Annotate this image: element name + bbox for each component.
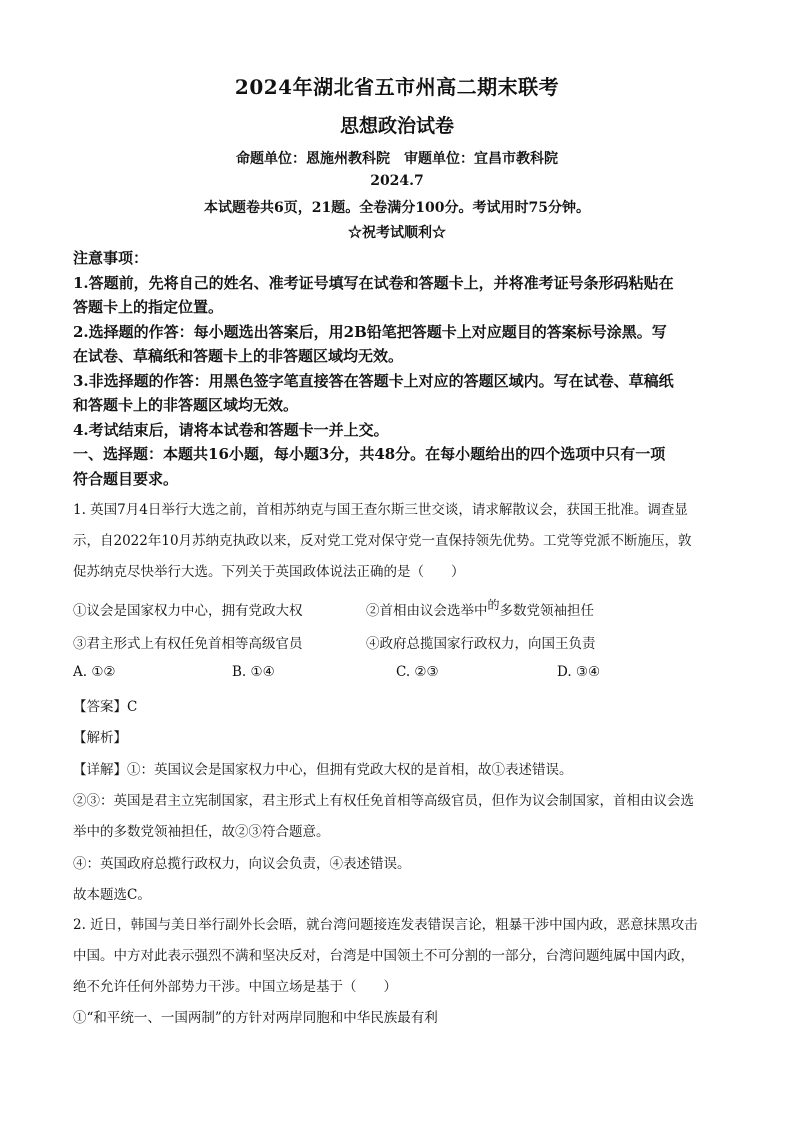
exam-units: 命题单位：恩施州教科院 审题单位：宜昌市教科院: [236, 151, 558, 167]
q1-stem: 促苏纳克尽快举行大选。下列关于英国政体说法正确的是（ ）: [73, 564, 465, 580]
exam-wish: ☆祝考试顺利☆: [348, 225, 446, 241]
notice-line: 在试卷、草稿纸和答题卡上的非答题区域均无效。: [73, 347, 404, 365]
notice-line: 和答题卡上的非答题区域均无效。: [73, 396, 299, 414]
section-heading: 符合题目要求。: [73, 470, 179, 488]
q1-choice-b: B. ①④: [232, 664, 275, 680]
exam-info: 本试题卷共6页，21题。全卷满分100分。考试用时75分钟。: [204, 200, 590, 216]
notice-line: 2.选择题的作答：每小题选出答案后，用2B铅笔把答题卡上对应题目的答案标号涂黑。写: [73, 323, 667, 341]
notice-heading: 注意事项：: [73, 249, 149, 267]
q1-detail: ④：英国政府总揽行政权力，向议会负责，④表述错误。: [73, 856, 411, 872]
q1-detail: 举中的多数党领袖担任，故②③符合题意。: [73, 824, 330, 840]
q1-detail: 【详解】①：英国议会是国家权力中心，但拥有党政大权的是首相，故①表述错误。: [73, 762, 573, 778]
q1-stem: 1. 英国7月4日举行大选之前，首相苏纳克与国王查尔斯三世交谈，请求解散议会，获国王批准。调查显: [73, 502, 688, 518]
exam-date: 2024.7: [370, 173, 424, 189]
q1-item-2-superscript: 的: [487, 598, 500, 612]
q1-item-1: ①议会是国家权力中心，拥有党政大权: [73, 603, 303, 619]
q1-item-2: [366, 599, 594, 619]
q1-item-2-text: ②首相由议会选举中: [366, 603, 488, 619]
exam-title: 2024年湖北省五市州高二期末联考: [234, 75, 560, 99]
q2-stem: 绝不允许任何外部势力干涉。中国立场是基于（ ）: [73, 979, 397, 995]
q1-choice-c: C. ②③: [396, 664, 439, 680]
q1-choice-a: A. ①②: [73, 664, 116, 680]
q2-stem: 中国。中方对此表示强烈不满和坚决反对，台湾是中国领土不可分割的一部分，台湾问题纯属中国内政，: [73, 948, 694, 964]
notice-line: 4.考试结束后，请将本试卷和答题卡一并上交。: [73, 421, 389, 439]
q1-item-3: ③君主形式上有权任免首相等高级官员: [73, 636, 303, 652]
q1-answer: 【答案】C: [73, 699, 138, 715]
q2-item-1: ①“和平统一、一国两制”的方针对两岸同胞和中华民族最有利: [73, 1010, 438, 1026]
q1-analysis-label: 【解析】: [73, 730, 127, 746]
section-heading: 一、选择题：本题共16小题，每小题3分，共48分。在每小题给出的四个选项中只有一项: [73, 445, 666, 463]
q1-detail: ②③：英国是君主立宪制国家，君主形式上有权任免首相等高级官员，但作为议会制国家，首相由议会选: [73, 793, 694, 809]
q1-stem: 示，自2022年10月苏纳克执政以来，反对党工党对保守党一直保持领先优势。工党等党派不断施压，敦: [73, 533, 692, 549]
q2-stem: 2. 近日，韩国与美日举行副外长会晤，就台湾问题接连发表错误言论，粗暴干涉中国内政，恶意抹黑攻击: [73, 917, 698, 933]
q1-item-2-text-end: 多数党领袖担任: [499, 603, 595, 619]
notice-line: 3.非选择题的作答：用黑色签字笔直接答在答题卡上对应的答题区域内。写在试卷、草稿纸: [73, 372, 674, 390]
notice-line: 答题卡上的指定位置。: [73, 298, 224, 316]
exam-subtitle: 思想政治试卷: [339, 115, 454, 137]
q1-choice-d: D. ③④: [557, 664, 601, 680]
q1-item-4: ④政府总揽国家行政权力，向国王负责: [366, 636, 596, 652]
q1-detail: 故本题选C。: [73, 887, 151, 903]
notice-line: 1.答题前，先将自己的姓名、准考证号填写在试卷和答题卡上，并将准考证号条形码粘贴在: [73, 274, 674, 292]
